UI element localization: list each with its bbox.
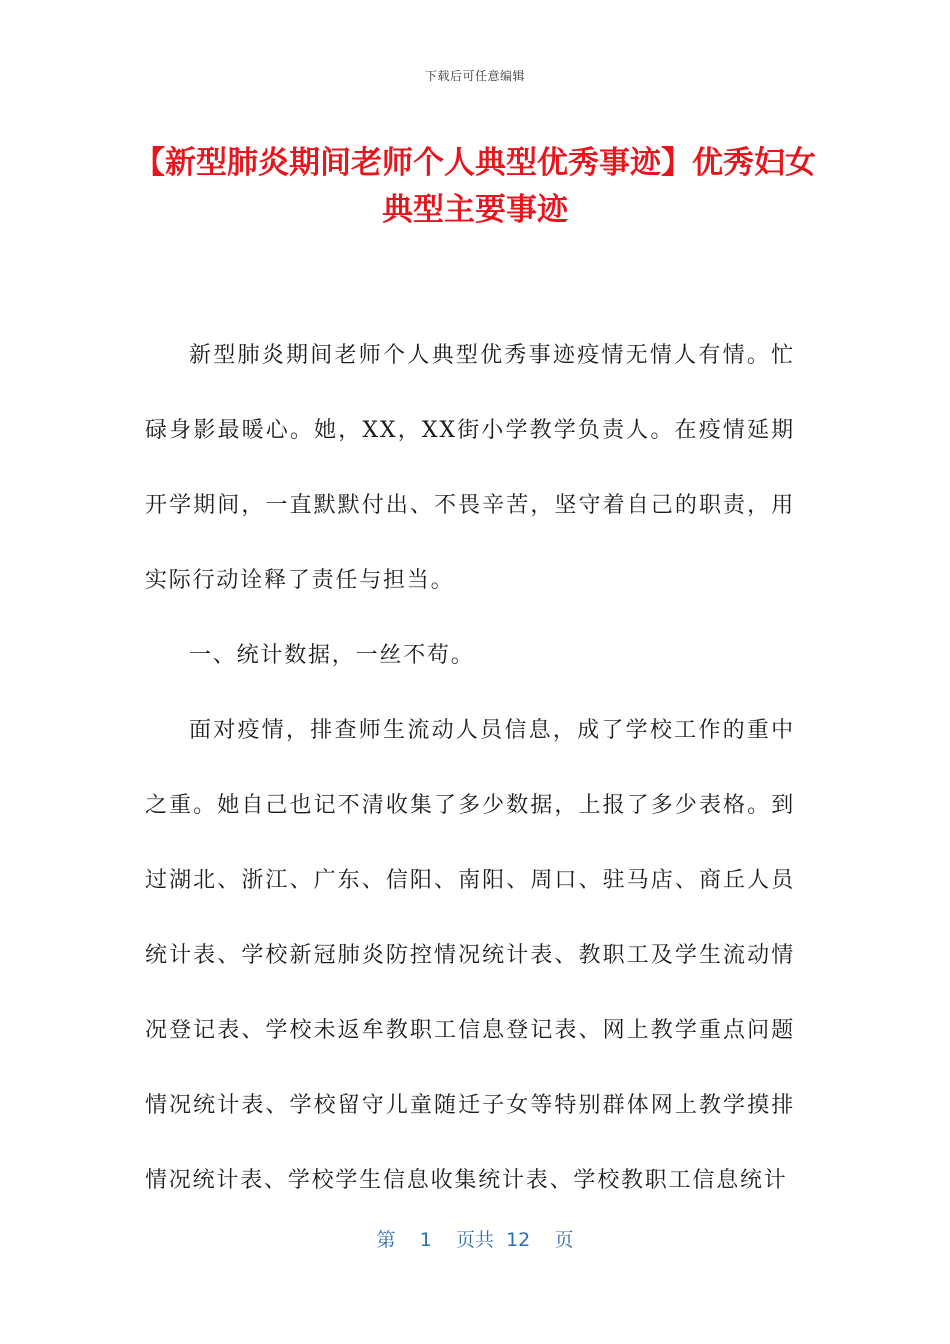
section-heading: 一、统计数据，一丝不苟。: [189, 643, 475, 668]
paragraph-intro: 新型肺炎期间老师个人典型优秀事迹疫情无情人有情。忙碌身影最暖心。她，XX，XX街小学教学负责人。在疫情延期开学期间，一直默默付出、不畏辛苦，坚守着自己的职责，用实际行动诠释了责任与担当。: [145, 343, 795, 593]
footer-total-pages: 12: [506, 1229, 531, 1251]
footer-prefix: 第: [376, 1229, 396, 1251]
document-title: 【新型肺炎期间老师个人典型优秀事迹】优秀妇女典型主要事迹: [134, 145, 816, 228]
footer-middle: 页共: [455, 1229, 494, 1251]
document-body: [145, 318, 795, 1218]
footer-suffix: 页: [554, 1229, 574, 1251]
header-note: 下载后可任意编辑: [424, 69, 525, 83]
page-footer: [0, 1225, 950, 1252]
paragraph-statistics: 面对疫情，排查师生流动人员信息，成了学校工作的重中之重。她自己也记不清收集了多少数据，上报了多少表格。到过湖北、浙江、广东、信阳、南阳、周口、驻马店、商丘人员统计表、学校新冠肺炎防控情况统计表、教职工及学生流动情况登记表、学校未返牟教职工信息登记表、网上教学重点问题情况统计表、学校留守儿童随迁子女等特别群体网上教学摸排情况统计表、学校学生信息收集统计表、学校教职工信息统计: [145, 718, 795, 1193]
footer-current-page: 1: [419, 1229, 432, 1251]
